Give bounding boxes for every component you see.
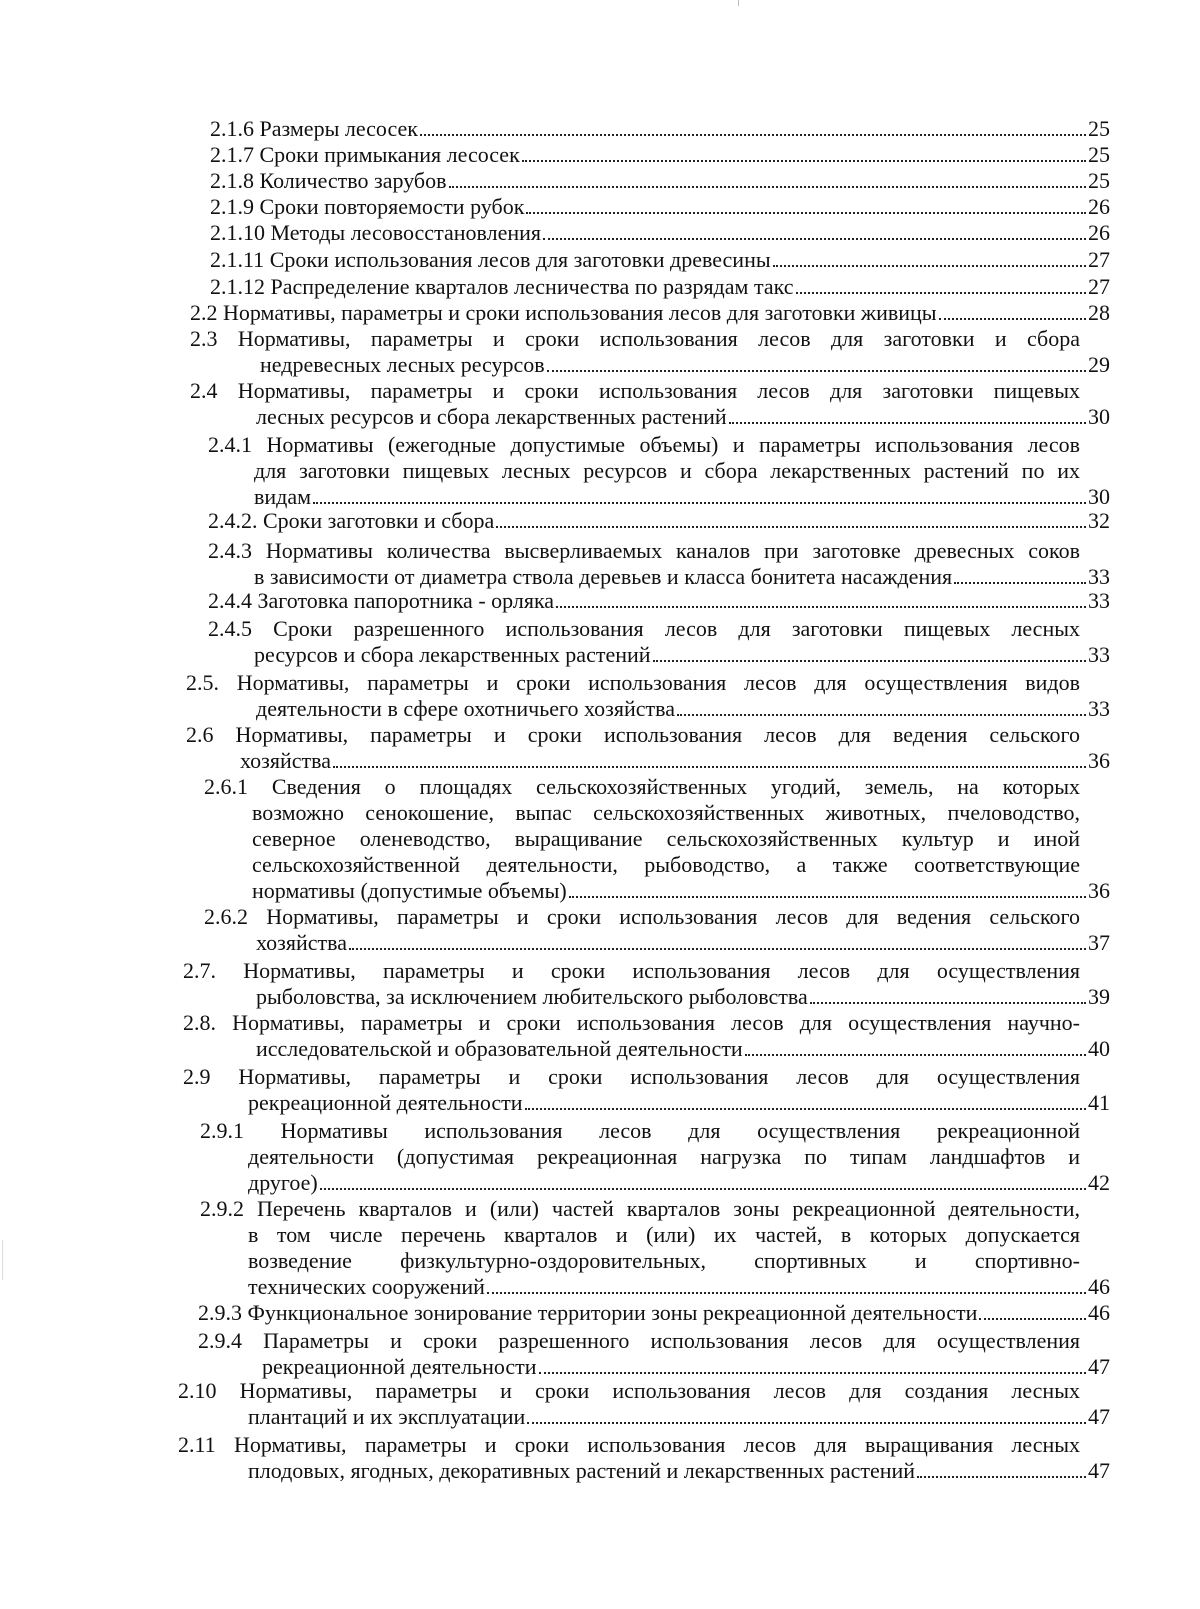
dot-leader: [525, 1100, 1086, 1110]
toc-line: [186, 670, 1110, 696]
toc-entry-title: [248, 1404, 525, 1430]
toc-line: [190, 378, 1110, 404]
toc-line: [200, 1118, 1110, 1144]
toc-entry-number: 2.6.2: [204, 904, 248, 929]
toc-entry-number: 2.1.6: [210, 116, 254, 141]
toc-line: [254, 564, 1110, 590]
toc-entry-title: [210, 168, 447, 194]
dot-leader: [653, 652, 1086, 662]
dot-leader: [496, 518, 1086, 528]
toc-entry-text: ресурсов и сбора лекарственных растений: [254, 642, 651, 667]
dot-leader: [522, 152, 1086, 162]
toc-entry-title: [256, 984, 808, 1010]
dot-leader: [539, 1364, 1086, 1374]
toc-entry-number: 2.4.1: [208, 432, 252, 457]
toc-line: [254, 458, 1110, 484]
toc-entry-title: [256, 1036, 743, 1062]
toc-entry-number: 2.4: [190, 378, 218, 403]
toc-entry-text: 2.9.4 Параметры и сроки разрешенного использования лесов для осуществления: [198, 1328, 1081, 1353]
toc-entry-text: возведение физкультурно-оздоровительных, спортивных и спортивно-: [248, 1248, 1080, 1273]
toc-entry-number: 2.3: [190, 326, 218, 351]
toc-entry-number: 2.9.2: [200, 1196, 244, 1221]
toc-entry-text: 2.3 Нормативы, параметры и сроки использования лесов для заготовки и сбора: [190, 326, 1081, 351]
toc-line: [204, 904, 1110, 930]
toc-entry-text: Размеры лесосек: [259, 116, 418, 141]
dot-leader: [773, 257, 1086, 267]
toc-page-number: 36: [1088, 878, 1110, 903]
toc-page-number: 33: [1088, 564, 1110, 589]
toc-line: [248, 1458, 1110, 1484]
toc-line: [183, 1064, 1110, 1090]
toc-entry-title: [210, 116, 418, 142]
toc-entry-number: 2.9: [183, 1064, 211, 1089]
toc-entry-text: 2.5. Нормативы, параметры и сроки использования лесов для осуществления видов: [186, 670, 1080, 695]
toc-entry-number: 2.4.2.: [208, 508, 258, 533]
toc-entry-number: 2.6.1: [204, 774, 248, 799]
toc-page-number: 27: [1088, 247, 1110, 272]
dot-leader: [543, 230, 1086, 240]
dot-leader: [333, 758, 1086, 768]
toc-line: [178, 1432, 1110, 1458]
toc-entry-title: [254, 642, 651, 668]
toc-entry-title: [208, 588, 554, 614]
toc-line: [256, 1036, 1110, 1062]
toc-line: [190, 326, 1110, 352]
toc-entry-title: [262, 1354, 537, 1380]
toc-line: [262, 1354, 1110, 1380]
toc-entry-text: 2.9 Нормативы, параметры и сроки использования лесов для осуществления: [183, 1064, 1080, 1089]
dot-leader: [420, 126, 1086, 136]
dot-leader: [320, 1180, 1086, 1190]
toc-page-number: 36: [1088, 748, 1110, 773]
dot-leader: [313, 494, 1086, 504]
toc-line: [208, 616, 1110, 642]
toc-entry-number: 2.1.8: [210, 168, 254, 193]
toc-page-number: 47: [1088, 1354, 1110, 1379]
toc-entry-text: 2.4.1 Нормативы (ежегодные допустимые объемы) и параметры использования лесов: [208, 432, 1081, 457]
toc-line: [252, 826, 1110, 852]
toc-line: [248, 1170, 1110, 1196]
toc-line: [210, 194, 1110, 220]
toc-entry-text: деятельности в сфере охотничьего хозяйства: [256, 696, 675, 721]
toc-entry-text: возможно сенокошение, выпас сельскохозяйственных животных, пчеловодство,: [252, 800, 1080, 825]
toc-entry-text: 2.10 Нормативы, параметры и сроки использования лесов для создания лесных: [178, 1378, 1080, 1403]
toc-entry-title: [256, 930, 347, 956]
toc-line: [183, 958, 1110, 984]
toc-entry-text: недревесных лесных ресурсов: [260, 352, 545, 377]
toc-page-number: 26: [1088, 220, 1110, 245]
toc-entry-number: 2.4.4: [208, 588, 252, 613]
toc-entry-text: 2.4.3 Нормативы количества высверливаемых каналов при заготовке древесных соков: [208, 538, 1081, 563]
toc-entry-number: 2.7.: [183, 958, 216, 983]
toc-line: [208, 588, 1110, 614]
toc-line: [210, 168, 1110, 194]
toc-page-number: 47: [1088, 1458, 1110, 1483]
toc-line: [198, 1300, 1110, 1326]
toc-entry-text: для заготовки пищевых лесных ресурсов и сбора лекарственных растений по их: [254, 458, 1080, 483]
toc-page-number: 39: [1088, 984, 1110, 1009]
toc-entry-text: плантаций и их эксплуатации: [248, 1404, 526, 1429]
toc-entry-title: [248, 1170, 318, 1196]
toc-page-number: 30: [1088, 484, 1110, 509]
toc-line: [260, 352, 1110, 378]
toc-page-number: 29: [1088, 352, 1110, 377]
dot-leader: [979, 1310, 1086, 1320]
dot-leader: [556, 598, 1086, 608]
toc-page-number: 42: [1088, 1170, 1110, 1195]
toc-line: [200, 1196, 1110, 1222]
toc-entry-number: 2.1.12: [210, 274, 265, 299]
dot-leader: [569, 888, 1086, 898]
toc-line: [252, 852, 1110, 878]
toc-entry-text: 2.6.1 Сведения о площадях сельскохозяйственных угодий, земель, на которых: [204, 774, 1080, 799]
toc-line: [256, 984, 1110, 1010]
toc-entry-text: 2.7. Нормативы, параметры и сроки использования лесов для осуществления: [183, 958, 1080, 983]
dot-leader: [677, 706, 1086, 716]
toc-entry-text: Методы лесовосстановления: [270, 220, 541, 245]
toc-entry-text: плодовых, ягодных, декоративных растений и лекарственных растений: [248, 1458, 916, 1483]
toc-entry-text: Сроки повторяемости рубок: [259, 194, 525, 219]
toc-line: [248, 1248, 1110, 1274]
toc-entry-number: 2.11: [178, 1432, 216, 1457]
toc-entry-number: 2.4.5: [208, 616, 252, 641]
toc-entry-title: [210, 142, 520, 168]
toc-page-number: 30: [1088, 404, 1110, 429]
toc-entry-number: 2.1.10: [210, 220, 265, 245]
toc-entry-number: 2.1.7: [210, 142, 254, 167]
toc-page-number: 33: [1088, 696, 1110, 721]
toc-entry-text: Функциональное зонирование территории зоны рекреационной деятельности: [247, 1300, 978, 1325]
toc-entry-title: [248, 1090, 523, 1116]
dot-leader: [745, 1046, 1086, 1056]
toc-page-number: 28: [1088, 300, 1110, 325]
toc-entry-number: 2.9.4: [198, 1328, 242, 1353]
toc-entry-text: Сроки заготовки и сбора: [263, 508, 495, 533]
toc-entry-title: [210, 247, 771, 273]
toc-entry-text: другое): [248, 1170, 318, 1195]
toc-line: [248, 1404, 1110, 1430]
toc-entry-text: рыболовства, за исключением любительского рыболовства: [256, 984, 808, 1009]
toc-entry-title: [256, 696, 675, 722]
toc-line: [254, 642, 1110, 668]
toc-page-number: 46: [1088, 1300, 1110, 1325]
toc-entry-text: деятельности (допустимая рекреационная нагрузка по типам ландшафтов и: [248, 1144, 1080, 1169]
toc-page-number: 47: [1088, 1404, 1110, 1429]
toc-line: [208, 538, 1110, 564]
toc-page-number: 26: [1088, 194, 1110, 219]
toc-entry-text: 2.9.1 Нормативы использования лесов для осуществления рекреационной: [200, 1118, 1081, 1143]
dot-leader: [547, 362, 1086, 372]
toc-page-number: 25: [1088, 116, 1110, 141]
dot-leader: [917, 1468, 1086, 1478]
toc-page-number: 25: [1088, 168, 1110, 193]
toc-entry-text: лесных ресурсов и сбора лекарственных растений: [256, 404, 727, 429]
toc-entry-text: сельскохозяйственной деятельности, рыбоводство, а также соответствующие: [252, 852, 1080, 877]
toc-entry-title: [210, 194, 524, 220]
dot-leader: [487, 1284, 1086, 1294]
toc-entry-text: видам: [254, 484, 312, 509]
toc-page-number: 32: [1088, 508, 1110, 533]
toc-entry-number: 2.1.9: [210, 194, 254, 219]
toc-line: [248, 1222, 1110, 1248]
toc-line: [256, 404, 1110, 430]
toc-entry-text: 2.9.2 Перечень кварталов и (или) частей кварталов зоны рекреационной деятельности,: [200, 1196, 1080, 1221]
toc-entry-text: исследовательской и образовательной деятельности: [256, 1036, 743, 1061]
toc-entry-text: Распределение кварталов лесничества по разрядам такс: [270, 274, 794, 299]
toc-line: [186, 722, 1110, 748]
toc-line: [208, 432, 1110, 458]
toc-entry-number: 2.9.3: [198, 1300, 242, 1325]
toc-entry-text: хозяйства: [240, 748, 331, 773]
toc-entry-title: [254, 564, 952, 590]
toc-entry-text: Сроки использования лесов для заготовки древесины: [269, 247, 771, 272]
toc-page-number: 46: [1088, 1274, 1110, 1299]
toc-entry-title: [190, 300, 937, 326]
toc-entry-title: [248, 1458, 915, 1484]
toc-page-number: 27: [1088, 274, 1110, 299]
toc-entry-title: [208, 508, 494, 534]
toc-entry-text: 2.11 Нормативы, параметры и сроки использования лесов для выращивания лесных: [178, 1432, 1081, 1457]
toc-entry-title: [210, 220, 541, 246]
toc-page-number: 25: [1088, 142, 1110, 167]
toc-line: [254, 484, 1110, 510]
toc-page-number: 41: [1088, 1090, 1110, 1115]
toc-entry-text: хозяйства: [256, 930, 347, 955]
toc-entry-text: Количество зарубов: [259, 168, 447, 193]
toc-line: [248, 1274, 1110, 1300]
toc-entry-text: 2.6 Нормативы, параметры и сроки использования лесов для ведения сельского: [186, 722, 1080, 747]
toc-line: [248, 1090, 1110, 1116]
toc-line: [198, 1328, 1110, 1354]
toc-entry-text: технических сооружений: [248, 1274, 485, 1299]
toc-entry-number: 2.2: [190, 300, 218, 325]
toc-entry-text: в зависимости от диаметра ствола деревьев и класса бонитета насаждения: [254, 564, 953, 589]
toc-entry-text: Нормативы, параметры и сроки использования лесов для заготовки живицы: [223, 300, 937, 325]
toc-entry-text: рекреационной деятельности: [262, 1354, 537, 1379]
toc-line: [256, 696, 1110, 722]
toc-entry-text: 2.4.5 Сроки разрешенного использования лесов для заготовки пищевых лесных: [208, 616, 1080, 641]
toc-page-number: 33: [1088, 642, 1110, 667]
dot-leader: [527, 1414, 1086, 1424]
toc-entry-title: [252, 878, 567, 904]
toc-line: [240, 748, 1110, 774]
toc-line: [204, 774, 1110, 800]
toc-line: [178, 1378, 1110, 1404]
toc-line: [210, 220, 1110, 246]
toc-entry-number: 2.9.1: [200, 1118, 244, 1143]
toc-page-number: 40: [1088, 1036, 1110, 1061]
dot-leader: [349, 940, 1086, 950]
toc-line: [210, 142, 1110, 168]
toc-entry-title: [198, 1300, 977, 1326]
toc-entry-title: [256, 404, 727, 430]
toc-entry-text: 2.8. Нормативы, параметры и сроки использования лесов для осуществления научно-: [183, 1010, 1081, 1035]
toc-line: [210, 274, 1110, 300]
dot-leader: [939, 310, 1086, 320]
toc-page-number: 33: [1088, 588, 1110, 613]
dot-leader: [526, 204, 1086, 214]
dot-leader: [796, 284, 1087, 294]
dot-leader: [449, 178, 1087, 188]
dot-leader: [729, 414, 1086, 424]
toc-entry-text: нормативы (допустимые объемы): [252, 878, 567, 903]
toc-entry-title: [240, 748, 331, 774]
toc-line: [210, 116, 1110, 142]
toc-line: [252, 878, 1110, 904]
toc-entry-text: северное оленеводство, выращивание сельскохозяйственных культур и иной: [252, 826, 1080, 851]
toc-entry-title: [254, 484, 311, 510]
toc-line: [190, 300, 1110, 326]
toc-entry-number: 2.6: [186, 722, 214, 747]
dot-leader: [810, 994, 1086, 1004]
toc-entry-text: Сроки примыкания лесосек: [259, 142, 520, 167]
toc-line: [252, 800, 1110, 826]
toc-line: [183, 1010, 1110, 1036]
toc-entry-number: 2.8.: [183, 1010, 216, 1035]
toc-line: [208, 508, 1110, 534]
toc-entry-text: Заготовка папоротника - орляка: [257, 588, 555, 613]
toc-entry-title: [248, 1274, 485, 1300]
toc-entry-text: рекреационной деятельности: [248, 1090, 523, 1115]
toc-entry-number: 2.4.3: [208, 538, 252, 563]
toc-entry-title: [210, 274, 794, 300]
toc-line: [256, 930, 1110, 956]
toc-page-number: 37: [1088, 930, 1110, 955]
toc-line: [210, 247, 1110, 273]
toc-entry-text: 2.6.2 Нормативы, параметры и сроки использования лесов для ведения сельского: [204, 904, 1080, 929]
toc-line: [248, 1144, 1110, 1170]
toc-entry-number: 2.10: [178, 1378, 217, 1403]
toc-entry-number: 2.5.: [186, 670, 219, 695]
toc-entry-number: 2.1.11: [210, 247, 265, 272]
dot-leader: [954, 574, 1086, 584]
toc-entry-title: [260, 352, 545, 378]
toc-entry-text: 2.4 Нормативы, параметры и сроки использования лесов для заготовки пищевых: [190, 378, 1081, 403]
toc-entry-text: в том числе перечень кварталов и (или) их частей, в которых допускается: [248, 1222, 1080, 1247]
